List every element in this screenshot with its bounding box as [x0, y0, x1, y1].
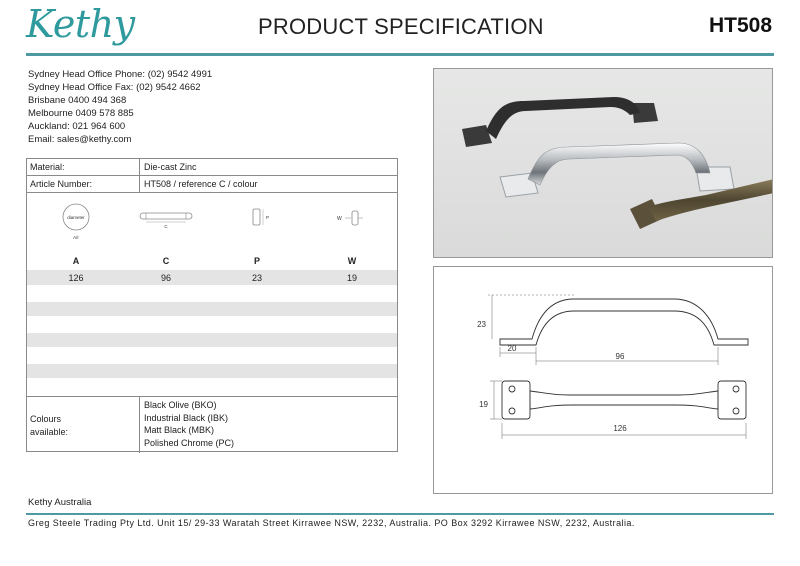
footer-address: Greg Steele Trading Pty Ltd. Unit 15/ 29-33 Waratah Street Kirrawee NSW, 2232, Australia. PO Box 3292 Kirrawee NSW, 2232, Australia. [28, 518, 635, 528]
footer-divider [26, 513, 774, 515]
dimension-icons [27, 195, 397, 251]
technical-drawing [433, 266, 773, 494]
material-value: Die-cast Zinc [144, 162, 197, 172]
dim-value-a: 126 [68, 273, 84, 283]
handle-length-icon [140, 213, 192, 229]
dim-letter-c: C [162, 256, 170, 266]
colours-list [144, 399, 234, 449]
icon-label-w: W [337, 216, 342, 222]
contact-email[interactable]: Email: sales@kethy.com [28, 134, 132, 146]
dim-centres-label: 96 [615, 352, 625, 361]
colour-item: Matt Black (MBK) [144, 425, 215, 435]
icon-label-diameter: diameter [67, 215, 85, 220]
diameter-icon [63, 204, 89, 240]
dim-letter-w: W [347, 256, 357, 266]
dim-width-label: 19 [479, 400, 488, 409]
dim-length-label: 126 [613, 424, 627, 433]
article-row [27, 176, 397, 193]
contact-auckland: Auckland: 021 964 600 [28, 121, 126, 133]
contact-melbourne: Melbourne 0409 578 885 [28, 108, 134, 120]
width-icon [337, 211, 363, 225]
colour-item: Black Olive (BKO) [144, 400, 217, 410]
projection-icon [253, 209, 269, 225]
dim-value-w: 19 [346, 273, 357, 283]
chrome-handle [500, 143, 734, 197]
dim-value-c: 96 [160, 273, 171, 283]
icon-label-c: C [164, 224, 168, 229]
colour-item: Polished Chrome (PC) [144, 437, 235, 448]
dim-letter-p: P [253, 256, 260, 266]
article-value: HT508 / reference C / colour [144, 179, 258, 189]
contact-brisbane: Brisbane 0400 494 368 [28, 95, 127, 107]
footer-company: Kethy Australia [28, 497, 92, 508]
dim-letter-a: A [72, 256, 80, 266]
side-view-outline [500, 299, 748, 345]
empty-band [27, 364, 397, 378]
dim-offset-label: 20 [507, 344, 517, 353]
column-divider [139, 159, 140, 193]
handle-photo-illustration [434, 69, 773, 258]
colour-item: Industrial Black (IBK) [144, 412, 229, 423]
icon-label-p: P [266, 215, 270, 220]
dim-value-p: 23 [251, 273, 262, 283]
colours-divider [27, 396, 397, 397]
material-label: Material: [30, 162, 65, 172]
colours-label [30, 413, 68, 439]
empty-band [27, 333, 397, 347]
page-title: PRODUCT SPECIFICATION [258, 14, 544, 39]
dim-height-label: 23 [477, 320, 486, 329]
black-handle [462, 97, 658, 147]
colours-label-line1: Colours [30, 414, 62, 424]
dimension-drawing [434, 267, 773, 494]
product-photo [433, 68, 773, 258]
top-view-outline [502, 381, 746, 419]
header-divider [26, 53, 774, 56]
spec-table [26, 158, 398, 452]
material-row [27, 159, 397, 176]
product-code: HT508 [708, 14, 772, 37]
article-label: Article Number: [30, 179, 93, 189]
contact-block [28, 68, 212, 147]
contact-fax: Sydney Head Office Fax: (02) 9542 4662 [28, 82, 201, 94]
icon-label-air: A/r [73, 235, 79, 240]
colours-label-line2: available: [30, 427, 69, 437]
brand-logo: Kethy [26, 2, 135, 46]
column-divider [139, 396, 140, 453]
empty-band [27, 302, 397, 316]
contact-phone: Sydney Head Office Phone: (02) 9542 4991 [28, 69, 213, 80]
